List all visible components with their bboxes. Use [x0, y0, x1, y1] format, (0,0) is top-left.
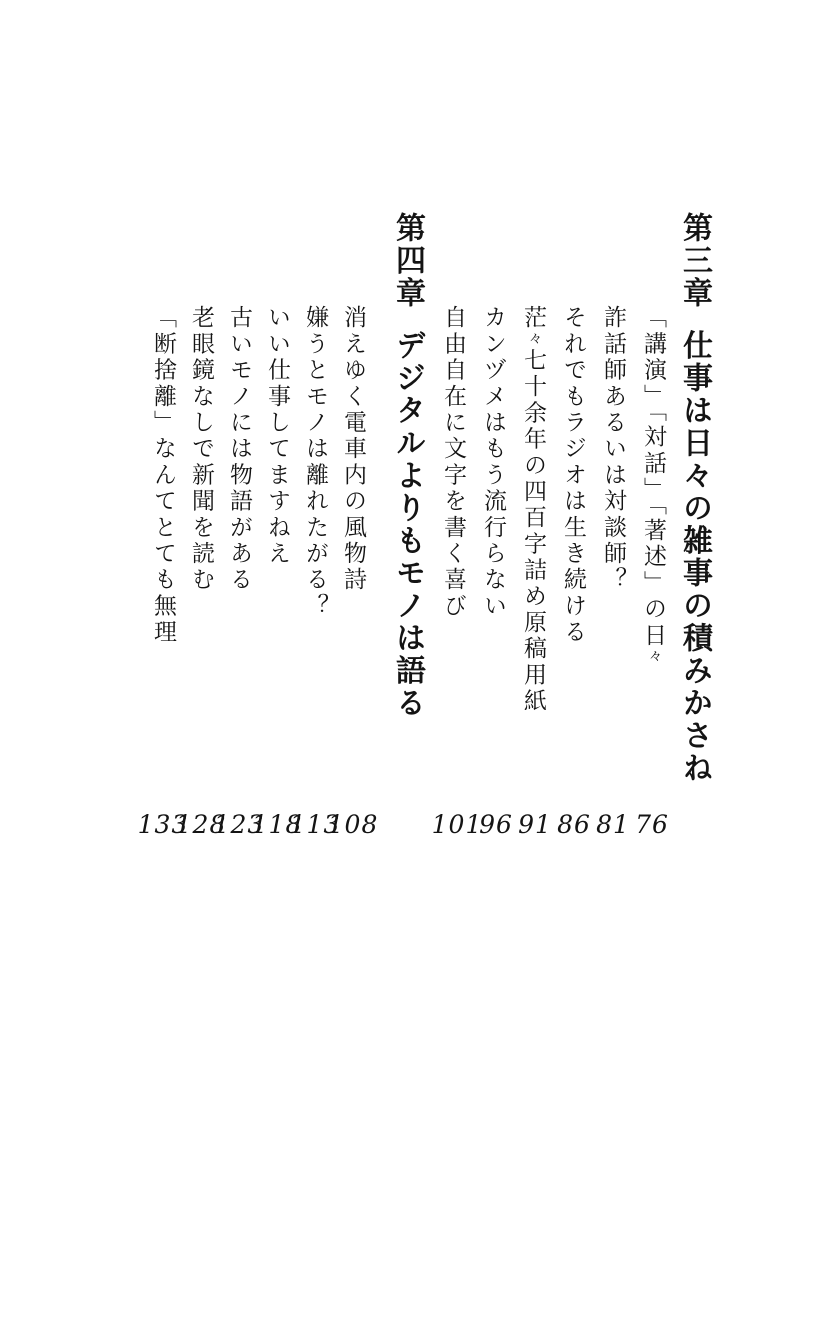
- page-number: 76: [635, 810, 669, 839]
- heading-gap: [407, 310, 408, 330]
- toc-entry: いい仕事してますねえ: [264, 305, 290, 567]
- page-number: 133: [137, 810, 189, 839]
- toc-entry: 老眼鏡なしで新聞を読む: [188, 305, 214, 594]
- page-number: 128: [175, 810, 227, 839]
- chapter3-label: 第三章: [677, 212, 712, 310]
- chapter4-title: デジタルよりもモノは語る: [390, 329, 425, 720]
- toc-entry: カンヅメはもう流行らない: [480, 305, 506, 620]
- heading-gap: [694, 310, 695, 330]
- page-number: 108: [327, 810, 379, 839]
- toc-entry: 古いモノには物語がある: [226, 305, 252, 594]
- toc-entry: 「断捨離」なんてとても無理: [150, 305, 176, 646]
- chapter4-heading: [390, 212, 425, 720]
- toc-entry: 自由自在に文字を書く喜び: [440, 305, 466, 620]
- chapter3-title: 仕事は日々の雑事の積みかさね: [677, 329, 712, 785]
- page-number: 81: [596, 810, 630, 839]
- chapter3-heading: [677, 212, 712, 785]
- page-number: 113: [289, 810, 341, 839]
- page-number: 101: [431, 810, 483, 839]
- toc-entry: 「講演」「対話」「著述」の日々: [640, 305, 666, 666]
- page-number: 91: [518, 810, 552, 839]
- toc-entry: 嫌うとモノは離れたがる？: [302, 305, 328, 620]
- toc-entry: 茫々七十余年の四百字詰め原稿用紙: [520, 305, 546, 715]
- toc-entry: 消えゆく電車内の風物詩: [340, 305, 366, 594]
- page-number: 118: [251, 810, 303, 839]
- page-number: 86: [557, 810, 591, 839]
- chapter4-label: 第四章: [390, 212, 425, 310]
- toc-entry: 詐話師あるいは対談師？: [600, 305, 626, 594]
- page-number: 123: [213, 810, 265, 839]
- toc-entry: それでもラジオは生き続ける: [560, 305, 586, 646]
- page-number: 96: [479, 810, 513, 839]
